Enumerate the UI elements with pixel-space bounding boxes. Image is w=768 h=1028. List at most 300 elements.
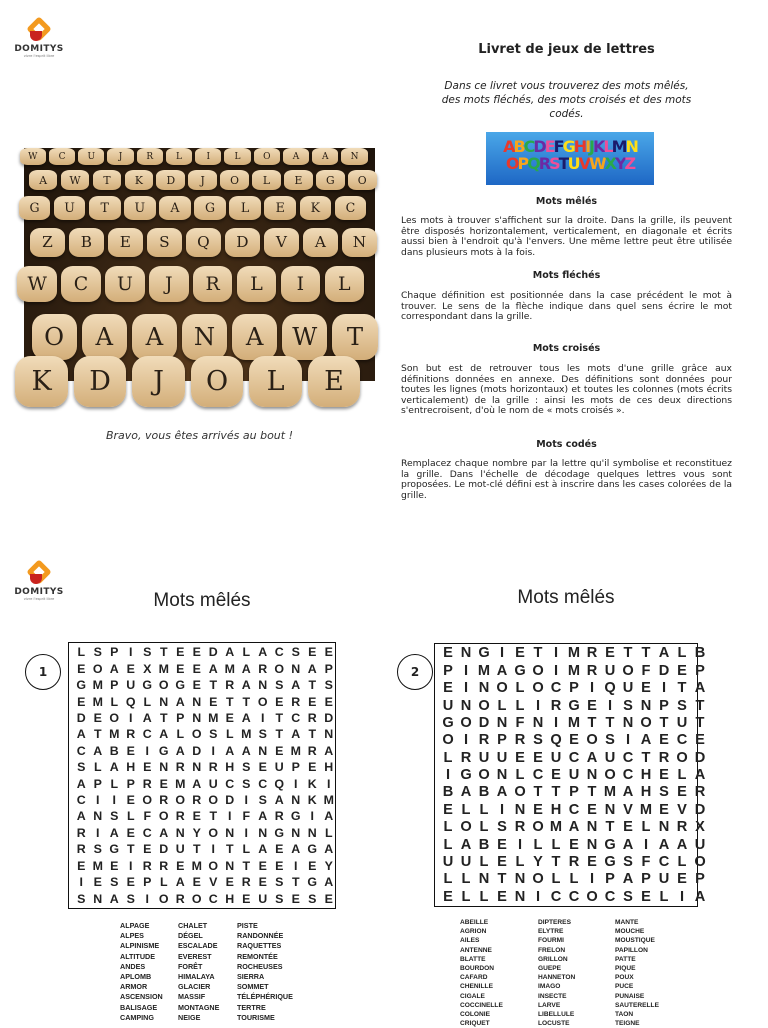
- puzzle2-grid-cell: C: [568, 801, 580, 818]
- puzzle1-grid-cell: O: [274, 661, 285, 676]
- puzzle2-grid-cell: C: [604, 888, 616, 905]
- puzzle1-grid-cell: C: [142, 727, 152, 742]
- puzzle1-grid-cell: G: [142, 678, 153, 693]
- puzzle1-grid-cell: V: [209, 875, 218, 890]
- puzzle1-grid-cell: T: [275, 711, 284, 726]
- puzzle1-grid-cell: R: [142, 776, 152, 791]
- puzzle1-grid-cell: A: [76, 727, 86, 742]
- puzzle2-grid-cell: E: [677, 871, 687, 888]
- puzzle1-grid-cell: I: [129, 711, 133, 726]
- alphabet-image: [486, 132, 654, 185]
- puzzle1-grid-cell: C: [76, 743, 86, 758]
- puzzle1-letter-grid: [68, 642, 336, 909]
- puzzle1-grid-cell: A: [76, 809, 86, 824]
- puzzle2-grid-cell: P: [605, 871, 615, 888]
- puzzle2-grid-cell: O: [496, 680, 508, 697]
- letter-die: E: [284, 170, 313, 190]
- puzzle2-grid-cell: U: [442, 853, 454, 870]
- puzzle2-grid-cell: E: [587, 697, 597, 714]
- puzzle2-grid-cell: M: [567, 662, 581, 679]
- puzzle1-grid-cell: Y: [324, 858, 333, 873]
- puzzle2-grid-row: [435, 871, 713, 887]
- letter-die: W: [282, 314, 327, 360]
- puzzle2-grid-row: [435, 819, 713, 835]
- puzzle2-grid-cell: G: [442, 714, 454, 731]
- section-text-mots-codes: Remplacez chaque nombre par la lettre qu'il symbolise et reconstituez la grille. Dans l'échelle de décodage quelques lettres vous sont proposées. Le mot-clé défini est à inscrire dans les cases colorées de la grille.: [401, 458, 732, 501]
- puzzle1-grid-cell: E: [291, 891, 300, 906]
- puzzle1-grid-cell: E: [126, 661, 135, 676]
- puzzle2-grid-cell: A: [694, 888, 706, 905]
- puzzle2-grid-cell: C: [622, 749, 634, 766]
- puzzle2-word-column: [538, 918, 615, 1028]
- puzzle1-grid-cell: P: [110, 678, 119, 693]
- puzzle1-word: TOURISME: [237, 1012, 275, 1022]
- puzzle2-grid-cell: U: [442, 697, 454, 714]
- puzzle1-grid-cell: E: [126, 743, 135, 758]
- letter-die: O: [191, 356, 244, 407]
- puzzle1-grid-cell: E: [308, 760, 317, 775]
- puzzle1-grid-row: [69, 695, 341, 709]
- puzzle2-grid-cell: L: [677, 853, 687, 870]
- puzzle2-word: PAPILLON: [615, 946, 648, 954]
- puzzle1-grid-row: [69, 678, 341, 692]
- letter-die: U: [78, 148, 104, 165]
- puzzle2-word: COCCINELLE: [460, 1001, 503, 1009]
- puzzle2-grid-row: [435, 767, 713, 783]
- letter-die: B: [69, 228, 104, 257]
- puzzle1-grid-cell: E: [126, 793, 135, 808]
- puzzle1-word-column: [120, 921, 178, 1023]
- puzzle2-grid-cell: D: [478, 714, 490, 731]
- puzzle2-grid-cell: G: [568, 697, 580, 714]
- puzzle2-grid-cell: N: [496, 767, 508, 783]
- puzzle1-grid-cell: A: [225, 743, 235, 758]
- puzzle2-grid-cell: U: [658, 871, 670, 888]
- puzzle1-grid-cell: P: [93, 776, 102, 791]
- puzzle2-grid-cell: O: [640, 714, 652, 731]
- puzzle1-grid-cell: E: [110, 858, 119, 873]
- puzzle2-grid-cell: P: [695, 662, 705, 679]
- letter-die: T: [93, 170, 122, 190]
- puzzle1-grid-cell: Y: [192, 825, 201, 840]
- puzzle1-grid-cell: R: [307, 711, 317, 726]
- puzzle2-word: POUX: [615, 974, 634, 982]
- puzzle1-grid-cell: I: [112, 793, 116, 808]
- puzzle1-grid-cell: S: [324, 678, 333, 693]
- letter-die: S: [147, 228, 182, 257]
- logo-tagline: vivre l'esprit libre: [23, 597, 55, 601]
- letter-die: L: [252, 170, 281, 190]
- puzzle2-grid-cell: D: [694, 801, 706, 818]
- puzzle2-grid-cell: O: [514, 784, 526, 801]
- puzzle1-grid-cell: R: [225, 678, 235, 693]
- puzzle2-grid-cell: S: [533, 732, 543, 749]
- puzzle2-grid-row: [435, 698, 713, 714]
- alphabet-letter: C: [523, 137, 534, 156]
- puzzle1-word: TÉLÉPHÉRIQUE: [237, 992, 293, 1002]
- puzzle1-grid-cell: O: [92, 661, 103, 676]
- puzzle1-grid-cell: Q: [125, 694, 136, 709]
- puzzle1-grid-cell: R: [175, 760, 185, 775]
- puzzle2-grid-cell: E: [533, 749, 543, 766]
- letter-die: V: [264, 228, 299, 257]
- puzzle1-grid-cell: S: [93, 645, 102, 660]
- puzzle2-grid-cell: N: [514, 888, 526, 905]
- puzzle1-grid-cell: A: [324, 842, 334, 857]
- puzzle1-grid-cell: L: [126, 809, 135, 824]
- letter-die: L: [325, 266, 364, 302]
- puzzle2-grid-cell: E: [443, 645, 453, 662]
- puzzle2-grid-cell: N: [586, 819, 598, 836]
- puzzle2-grid-cell: A: [640, 732, 652, 749]
- letter-die: Q: [186, 228, 221, 257]
- puzzle2-grid-cell: I: [553, 714, 559, 731]
- puzzle1-grid-cell: R: [159, 793, 169, 808]
- puzzle2-word: GUEPE: [538, 965, 562, 973]
- puzzle2-grid-cell: L: [641, 819, 651, 836]
- puzzle2-grid-cell: N: [514, 801, 526, 818]
- puzzle2-grid-cell: O: [478, 697, 490, 714]
- puzzle2-grid-cell: E: [695, 732, 705, 749]
- puzzle2-grid-cell: A: [622, 784, 634, 801]
- puzzle1-grid-cell: A: [175, 743, 185, 758]
- alphabet-letter: B: [513, 137, 524, 156]
- alphabet-letter: O: [505, 154, 518, 173]
- puzzle2-grid-cell: M: [639, 801, 653, 818]
- booklet-intro: Dans ce livret vous trouverez des mots mêlés, des mots fléchés, des mots croisés et des mots codés.: [441, 80, 692, 120]
- puzzle1-grid-cell: N: [192, 711, 202, 726]
- logo-name: DOMITYS: [14, 587, 64, 597]
- puzzle1-grid-cell: M: [92, 694, 103, 709]
- alphabet-letter: X: [604, 154, 615, 173]
- puzzle1-grid-cell: A: [175, 875, 185, 890]
- wooden-letter-dice-photo: [24, 148, 375, 397]
- puzzle1-grid-cell: E: [192, 875, 201, 890]
- puzzle1-grid-cell: U: [126, 678, 136, 693]
- puzzle1-grid-cell: A: [291, 678, 301, 693]
- puzzle1-grid-cell: U: [274, 760, 284, 775]
- puzzle1-grid-cell: N: [93, 809, 103, 824]
- puzzle1-word: ALPAGE: [120, 921, 150, 930]
- puzzle2-grid-cell: N: [604, 801, 616, 818]
- puzzle1-grid-cell: F: [143, 809, 152, 824]
- letter-die: O: [220, 170, 249, 190]
- puzzle2-grid-cell: D: [658, 662, 670, 679]
- puzzle1-word-list: [120, 921, 307, 1023]
- puzzle1-grid-row: [69, 711, 341, 725]
- puzzle1-grid-cell: E: [77, 694, 86, 709]
- puzzle1-grid-cell: I: [294, 858, 298, 873]
- puzzle2-word: COLONIE: [460, 1011, 491, 1019]
- puzzle1-grid-cell: M: [224, 661, 235, 676]
- puzzle2-title: Mots mêlés: [517, 587, 615, 608]
- section-title-mots-fleches: Mots fléchés: [532, 270, 601, 281]
- puzzle2-grid-cell: L: [479, 801, 489, 818]
- puzzle1-grid-cell: R: [291, 694, 301, 709]
- puzzle2-grid-cell: A: [694, 680, 706, 697]
- puzzle1-grid-cell: L: [242, 645, 251, 660]
- puzzle1-grid-cell: M: [158, 661, 169, 676]
- puzzle1-grid-cell: C: [225, 776, 235, 791]
- alphabet-letter: Z: [624, 154, 635, 173]
- puzzle1-grid-cell: N: [175, 825, 185, 840]
- puzzle1-grid-cell: I: [211, 743, 215, 758]
- letter-die: A: [232, 314, 277, 360]
- puzzle2-grid-cell: T: [659, 714, 669, 731]
- puzzle1-grid-cell: I: [261, 711, 265, 726]
- puzzle2-word: HANNETON: [538, 974, 576, 982]
- puzzle2-grid-cell: E: [587, 801, 597, 818]
- puzzle2-grid-cell: E: [569, 732, 579, 749]
- section-text-mots-meles: Les mots à trouver s'affichent sur la droite. Dans la grille, ils peuvent être disposés horizontalement, verticalement, en diagonale et écrits aussi bien à l'endroit qu'à l'envers. Une même lettre peut être utilisée dans plusieurs mots à la fois.: [401, 215, 732, 258]
- puzzle2-grid-cell: I: [553, 645, 559, 662]
- puzzle2-grid-cell: L: [677, 767, 687, 783]
- puzzle1-grid-cell: A: [274, 793, 284, 808]
- puzzle2-grid-cell: T: [551, 784, 561, 801]
- puzzle2-grid-cell: R: [514, 732, 526, 749]
- puzzle1-grid-cell: N: [159, 760, 169, 775]
- puzzle2-grid-cell: E: [641, 888, 651, 905]
- puzzle2-grid-cell: T: [623, 645, 633, 662]
- puzzle2-grid-cell: O: [532, 819, 544, 836]
- puzzle2-grid-cell: L: [443, 749, 453, 766]
- puzzle1-grid-cell: A: [109, 891, 119, 906]
- section-text-mots-fleches: Chaque définition est positionnée dans la case précédent le mot à trouver. Le sens de la flèche indique dans quel sens écrire le mot correspondant dans la grille.: [401, 290, 732, 322]
- puzzle1-grid-cell: R: [192, 793, 202, 808]
- puzzle1-grid-cell: R: [76, 842, 86, 857]
- puzzle1-grid-cell: A: [291, 842, 301, 857]
- letter-die: A: [303, 228, 338, 257]
- section-title-mots-croises: Mots croisés: [532, 343, 601, 354]
- puzzle1-grid-cell: X: [143, 661, 152, 676]
- puzzle1-grid-cell: I: [96, 825, 100, 840]
- puzzle1-word: FORÊT: [178, 961, 203, 971]
- puzzle2-grid-row: [435, 732, 713, 748]
- puzzle1-grid-cell: T: [308, 678, 317, 693]
- alphabet-letter: E: [544, 137, 554, 156]
- letter-die: K: [15, 356, 68, 407]
- puzzle1-grid-cell: C: [142, 825, 152, 840]
- alphabet-letter: P: [517, 154, 528, 173]
- puzzle2-grid-cell: E: [641, 680, 651, 697]
- puzzle1-grid-cell: A: [324, 809, 334, 824]
- puzzle2-grid-cell: S: [623, 697, 633, 714]
- puzzle1-grid-cell: O: [257, 694, 268, 709]
- puzzle2-word: LIBELLULE: [538, 1011, 575, 1019]
- letter-die: N: [341, 148, 367, 165]
- letter-die: W: [61, 170, 90, 190]
- domitys-logo: [9, 20, 69, 58]
- puzzle1-grid-cell: A: [225, 645, 235, 660]
- puzzle1-grid-cell: T: [225, 842, 234, 857]
- alphabet-letter: T: [558, 154, 568, 173]
- letter-die: T: [332, 314, 377, 360]
- puzzle2-grid-cell: R: [586, 645, 598, 662]
- puzzle1-grid-cell: E: [176, 661, 185, 676]
- puzzle2-grid-cell: M: [567, 645, 581, 662]
- letter-die: K: [125, 170, 154, 190]
- puzzle1-grid-cell: E: [324, 645, 333, 660]
- puzzle2-grid-cell: I: [625, 732, 631, 749]
- puzzle1-grid-cell: O: [142, 793, 153, 808]
- letter-die: G: [194, 196, 226, 220]
- puzzle1-grid-cell: M: [92, 858, 103, 873]
- letter-die: K: [300, 196, 332, 220]
- letter-die: D: [74, 356, 127, 407]
- letter-die: A: [283, 148, 309, 165]
- puzzle1-grid-cell: T: [225, 694, 234, 709]
- puzzle1-grid-row: [69, 760, 341, 774]
- puzzle2-grid-cell: P: [497, 732, 507, 749]
- puzzle2-grid-cell: L: [497, 697, 507, 714]
- puzzle1-grid-cell: G: [307, 875, 318, 890]
- puzzle2-word: DIPTERES: [538, 919, 571, 926]
- puzzle2-grid-cell: P: [659, 697, 669, 714]
- letter-die: R: [193, 266, 232, 302]
- puzzle1-grid-cell: U: [258, 891, 268, 906]
- puzzle1-grid-cell: E: [308, 858, 317, 873]
- puzzle2-grid-cell: A: [460, 784, 472, 801]
- puzzle1-grid-cell: N: [225, 858, 235, 873]
- puzzle2-grid-cell: H: [550, 801, 562, 818]
- puzzle1-grid-cell: I: [228, 809, 232, 824]
- puzzle1-grid-cell: N: [192, 760, 202, 775]
- alphabet-letter: V: [578, 154, 589, 173]
- letter-die: E: [108, 228, 143, 257]
- puzzle2-grid-cell: E: [515, 749, 525, 766]
- puzzle2-grid-cell: C: [568, 749, 580, 766]
- letter-die: A: [159, 196, 191, 220]
- puzzle2-grid-cell: U: [460, 853, 472, 870]
- puzzle1-grid-cell: E: [176, 858, 185, 873]
- puzzle2-grid-cell: O: [586, 732, 598, 749]
- puzzle2-grid-cell: O: [694, 853, 706, 870]
- puzzle2-word: FOURMI: [538, 937, 565, 945]
- puzzle2-grid-cell: O: [478, 767, 490, 783]
- puzzle2-grid-row: [435, 837, 713, 853]
- puzzle1-grid-cell: C: [291, 711, 301, 726]
- puzzle1-grid-cell: A: [109, 661, 119, 676]
- puzzle1-grid-cell: R: [307, 743, 317, 758]
- puzzle1-grid-cell: S: [209, 727, 218, 742]
- puzzle1-grid-cell: L: [93, 760, 102, 775]
- letter-die: D: [156, 170, 185, 190]
- puzzle1-word: ALPES: [120, 931, 144, 941]
- letter-die: J: [107, 148, 133, 165]
- puzzle2-word: MANTE: [615, 919, 639, 926]
- puzzle2-grid-cell: T: [551, 853, 561, 870]
- puzzle2-grid-cell: T: [695, 697, 705, 714]
- puzzle2-grid-cell: F: [515, 714, 525, 731]
- puzzle2-grid-cell: E: [515, 645, 525, 662]
- letter-die: O: [32, 314, 77, 360]
- puzzle2-grid-cell: L: [479, 888, 489, 905]
- puzzle1-grid-cell: N: [258, 743, 268, 758]
- puzzle2-grid-cell: R: [460, 749, 472, 766]
- puzzle1-grid-cell: I: [310, 809, 314, 824]
- letter-die: A: [29, 170, 58, 190]
- puzzle2-grid-cell: L: [551, 836, 561, 853]
- puzzle2-grid-cell: V: [623, 801, 633, 818]
- alphabet-letter: S: [549, 154, 559, 173]
- puzzle2-grid-cell: I: [643, 836, 649, 853]
- puzzle1-grid-cell: C: [208, 891, 218, 906]
- letter-die: T: [89, 196, 121, 220]
- puzzle1-grid-cell: S: [143, 645, 152, 660]
- puzzle2-grid-cell: G: [604, 836, 616, 853]
- puzzle2-grid-cell: N: [658, 819, 670, 836]
- letter-die: U: [124, 196, 156, 220]
- puzzle1-grid-cell: S: [308, 891, 317, 906]
- puzzle1-grid-row: [69, 662, 341, 676]
- puzzle2-grid-cell: G: [478, 645, 490, 662]
- puzzle1-grid-cell: R: [175, 891, 185, 906]
- puzzle1-grid-cell: E: [275, 858, 284, 873]
- puzzle2-word: CIGALE: [460, 992, 485, 1000]
- puzzle1-grid-cell: S: [110, 875, 119, 890]
- puzzle2-word: LARVE: [538, 1001, 561, 1009]
- puzzle1-grid-cell: T: [308, 727, 317, 742]
- puzzle1-grid-cell: A: [291, 727, 301, 742]
- puzzle1-grid-cell: A: [258, 809, 268, 824]
- puzzle2-grid-cell: Q: [550, 732, 562, 749]
- puzzle1-grid-cell: H: [324, 760, 334, 775]
- puzzle2-grid-cell: N: [460, 697, 472, 714]
- puzzle1-grid-cell: O: [191, 891, 202, 906]
- puzzle1-grid-cell: R: [241, 875, 251, 890]
- puzzle1-grid-cell: G: [175, 678, 186, 693]
- puzzle1-grid-cell: N: [258, 825, 268, 840]
- puzzle1-grid-cell: R: [142, 858, 152, 873]
- alphabet-letter: G: [562, 137, 574, 156]
- alphabet-letter: D: [533, 137, 545, 156]
- puzzle1-grid-row: [69, 744, 341, 758]
- puzzle1-grid-cell: I: [294, 776, 298, 791]
- puzzle1-grid-cell: O: [208, 793, 219, 808]
- puzzle1-grid-row: [69, 859, 341, 873]
- puzzle1-grid-cell: O: [208, 858, 219, 873]
- puzzle1-grid-cell: E: [126, 875, 135, 890]
- puzzle2-grid-cell: T: [641, 749, 651, 766]
- puzzle1-grid-cell: N: [192, 694, 202, 709]
- puzzle1-grid-cell: M: [290, 743, 301, 758]
- puzzle2-grid-cell: E: [623, 819, 633, 836]
- puzzle1-grid-row: [69, 777, 341, 791]
- puzzle1-grid-cell: S: [77, 891, 86, 906]
- puzzle2-grid-row: [435, 854, 713, 870]
- puzzle2-grid-cell: C: [622, 767, 634, 783]
- puzzle2-grid-cell: G: [604, 853, 616, 870]
- puzzle1-grid-cell: E: [176, 645, 185, 660]
- alphabet-letter: A: [503, 137, 514, 156]
- letter-die: L: [166, 148, 192, 165]
- letter-die: J: [132, 356, 185, 407]
- puzzle2-grid-cell: A: [658, 645, 670, 662]
- puzzle2-word-list: [460, 918, 685, 1028]
- puzzle2-grid-cell: S: [605, 732, 615, 749]
- puzzle2-grid-cell: E: [443, 680, 453, 697]
- puzzle2-grid-cell: M: [567, 714, 581, 731]
- puzzle1-grid-cell: N: [291, 661, 301, 676]
- puzzle1-grid-cell: E: [275, 694, 284, 709]
- puzzle2-word: ANTENNE: [460, 946, 492, 954]
- puzzle1-grid-cell: R: [159, 858, 169, 873]
- puzzle2-grid-row: [435, 715, 713, 731]
- letter-die: G: [316, 170, 345, 190]
- puzzle1-grid-cell: E: [324, 694, 333, 709]
- puzzle2-grid-cell: N: [496, 714, 508, 731]
- puzzle1-word: ALTITUDE: [120, 951, 155, 961]
